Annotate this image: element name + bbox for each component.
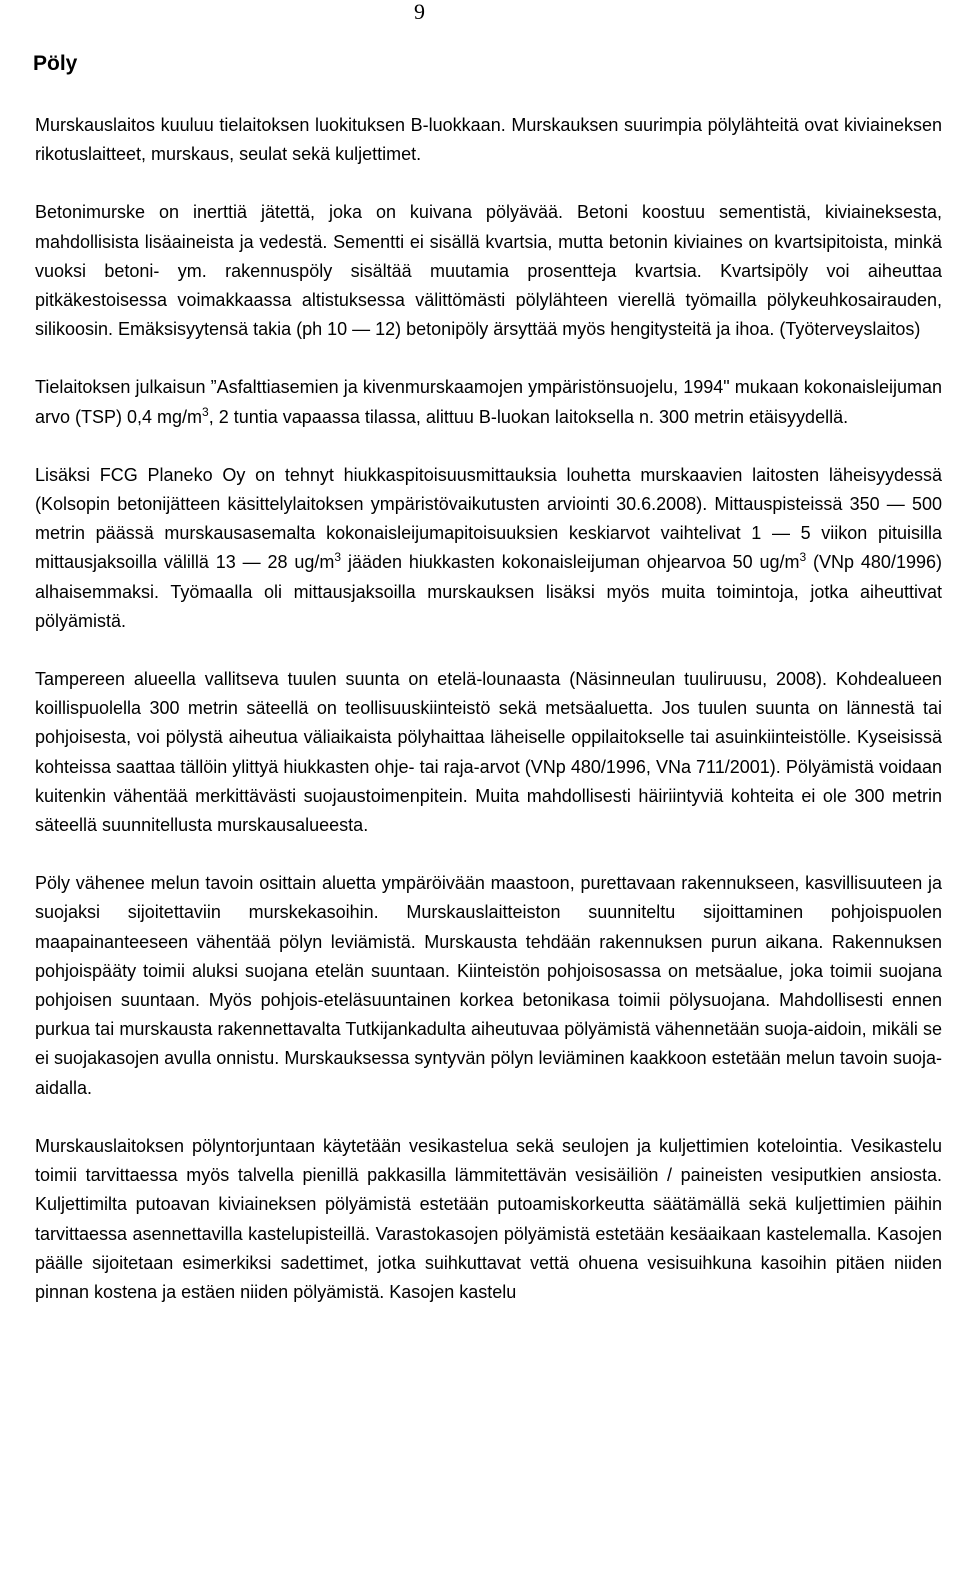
measurements-text-a: Lisäksi FCG Planeko Oy on tehnyt hiukkaspitoisuusmittauksia louhetta murskaavien laitosten läheisyydessä (Kolsopin betonijätteen käsittelylaitoksen ympäristövaikutusten arviointi 30.6.2008). Mittauspisteissä 350 — 500 metrin päässä murskausasemalta kokonaisleijumapitoisuuksien keskiarvot vaihtelivat 1 — 5 viikon pituisilla mittausjaksoilla välillä 13 — 28 ug/m	[35, 464, 942, 573]
measurements-superscript-2: 3	[799, 550, 807, 565]
paragraph-particle-measurements	[35, 461, 942, 636]
page-number: 9	[414, 0, 425, 24]
paragraph-dust-control: Murskauslaitoksen pölyntorjuntaan käytetään vesikastelua sekä seulojen ja kuljettimien kotelointia. Vesikastelu toimii tarvittaessa myös talvella pienillä pakkasilla lämmitettävän vesisäiliön / paineisten vesiputkien ansiosta. Kuljettimilta putoavan kiviaineksen pölyämistä estetään putoamiskorkeutta säätämällä sekä kuljettimien päihin tarvittaessa asennettavilla kastelupisteillä. Varastokasojen pölyämistä estetään kesäaikaan kastelemalla. Kasojen päälle sijoitetaan esimerkiksi sadettimet, jotka suihkuttavat vettä ohuena vesisuihkuna kasoihin pitäen niiden pinnan kostena ja estäen niiden pölyämistä. Kasojen kastelu	[35, 1135, 942, 1302]
measurements-superscript-1: 3	[334, 550, 342, 565]
paragraph-wind-direction: Tampereen alueella vallitseva tuulen suunta on etelä-lounaasta (Näsinneulan tuuliruusu, 2008). Kohdealueen koillispuolella 300 metrin säteellä on teollisuuskiinteistö sekä metsäaluetta. Jos tuulen suunta on lännestä tai pohjoisesta, voi pölystä aiheutua väliaikaista pölyhaittaa läheiselle oppilaitokselle tai asuinkiinteistölle. Kyseisissä kohteissa saattaa tällöin ylittyä hiukkasten ohje- tai raja-arvot (VNp 480/1996, VNa 711/2001). Pölyämistä voidaan kuitenkin vähentää merkittävästi suojaustoimenpitein. Muita mahdollisesti häiriintyviä kohteita ei ole 300 metrin säteellä suunnitellusta murskausalueesta.	[35, 669, 942, 836]
tsp-text-a: Tielaitoksen julkaisun ”Asfalttiasemien ja kivenmurskaamojen ympäristönsuojelu, 1994" mukaan kokonaisleijuman arvo (TSP) 0,4 mg/m	[35, 377, 942, 427]
document-body	[35, 111, 942, 1336]
tsp-text-b: , 2 tuntia vapaassa tilassa, alittuu B-luokan laitoksella n. 300 metrin etäisyydellä.	[208, 406, 849, 427]
section-heading: Pöly	[33, 52, 78, 75]
measurements-text-c: (VNp 480/1996) alhaisemmaksi. Työmaalla oli mittausjaksoilla murskauksen lisäksi myös muita toimintoja, jotka aiheuttivat pölyämistä.	[35, 552, 942, 631]
paragraph-dust-shielding: Pöly vähenee melun tavoin osittain aluetta ympäröivään maastoon, purettavaan rakennukseen, kasvillisuuteen ja suojaksi sijoitettaviin murskekasoihin. Murskauslaitteiston suunniteltu sijoittaminen pohjoispuolen maapainanteeseen vähentää pölyn leviämistä. Murskausta tehdään rakennuksen purun aikana. Rakennuksen pohjoispääty toimii aluksi suojana etelän suuntaan. Kiinteistön pohjoisosassa on metsäalue, joka toimii suojana pohjoisen suuntaan. Myös pohjois-eteläsuuntainen korkea betonikasa toimii pölysuojana. Mahdollisesti ennen purkua tai murskausta rakennettavalta Tutkijankadulta aiheutuvaa pölyämistä vähennetään suoja-aidoin, mikäli se ei suojakasojen avulla onnistu. Murskauksessa syntyvän pölyn leviäminen kaakkoon estetään melun tavoin suoja-aidalla.	[35, 873, 942, 1098]
measurements-text-b: jääden hiukkasten kokonaisleijuman ohjearvoa 50 ug/m	[341, 552, 800, 573]
tsp-superscript: 3	[202, 404, 209, 419]
paragraph-crusher-classification: Murskauslaitos kuuluu tielaitoksen luokituksen B-luokkaan. Murskauksen suurimpia pölylähteitä ovat kiviaineksen rikotuslaitteet, murskaus, seulat sekä kuljettimet.	[35, 115, 942, 165]
paragraph-tsp-limit	[35, 373, 942, 431]
paragraph-concrete-dust: Betonimurske on inerttiä jätettä, joka on kuivana pölyävää. Betoni koostuu sementistä, kiviaineksesta, mahdollisista lisäaineista ja vedestä. Sementti ei sisällä kvartsia, mutta betonin kiviaines on kvartsipitoista, minkä vuoksi betoni- ym. rakennuspöly sisältää muutamia prosentteja kvartsia. Kvartsipöly voi aiheuttaa pitkäkestoisessa voimakkaassa altistuksessa välittömästi pölylähteen vierellä työmailla pölykeuhkosairauden, silikoosin. Emäksisyytensä takia (ph 10 — 12) betonipöly ärsyttää myös hengitysteitä ja ihoa. (Työterveyslaitos)	[35, 202, 942, 340]
